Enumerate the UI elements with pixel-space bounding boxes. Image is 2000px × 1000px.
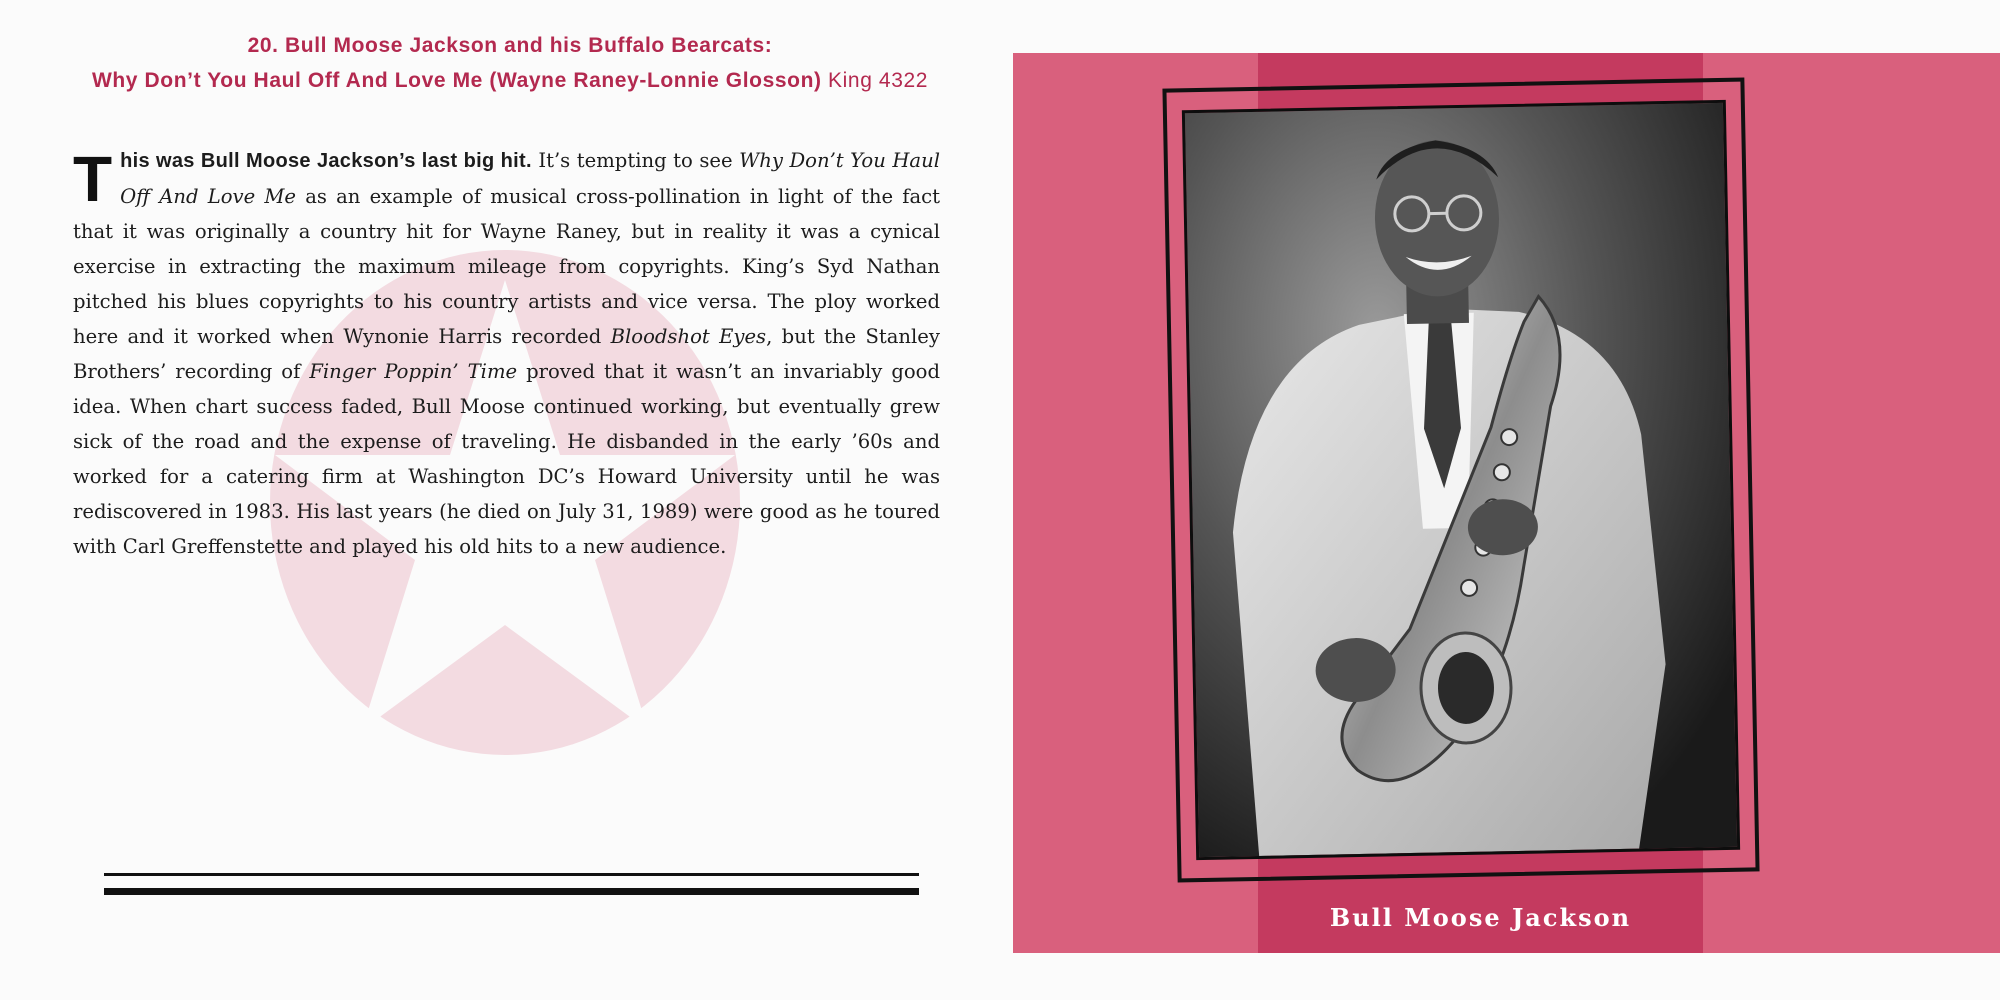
track-title: Why Don’t You Haul Off And Love Me (Wayne Raney-Lonnie Glosson) (91, 69, 822, 92)
article-text: as an example of musical cross-pollination in light of the fact that it was originally a country hit for Wayne Raney, but in reality it was a cynical exercise in extracting the maximum mileage from copyrights. King’s Syd Nathan pitched his blues copyrights to his country artists and vice versa. The ploy worked here and it worked when Wynonie Harris recorded (73, 185, 941, 348)
portrait-photo (1182, 100, 1740, 860)
song-title: Why Don’t You Haul Off And Love Me (120, 149, 941, 208)
photo-caption: Bull Moose Jackson (1329, 903, 1632, 932)
photo-frame (1162, 77, 1759, 882)
article-text: It’s tempting to see (531, 149, 740, 172)
drop-cap: T (73, 143, 113, 215)
divider-thin (104, 873, 919, 876)
article-text: proved that it wasn’t an invariably good idea. When chart success faded, Bull Moose continued working, but eventually grew sick of the road and the expense of traveling. He disbanded in the early ’60s and worked for a catering firm at Washington DC’s Howard University until he was rediscovered in 1983. His last years (he died on July 31, 1989) were good as he toured with Carl Greffenstette and played his old hits to a new audience. (73, 360, 940, 558)
track-heading: 20. Bull Moose Jackson and his Buffalo Bearcats: (247, 34, 773, 57)
divider-thick (104, 888, 919, 895)
article-lead: his was Bull Moose Jackson’s last big hit. (120, 150, 532, 172)
song-title: Bloodshot Eyes (610, 325, 767, 348)
song-title: Finger Poppin’ Time (309, 360, 518, 383)
record-label-number: King 4322 (828, 69, 929, 92)
right-page-panel (1013, 53, 2000, 953)
track-title-line (60, 69, 960, 93)
article-body (73, 143, 940, 564)
saxophonist-portrait-image (1185, 103, 1737, 857)
article-text: , but the Stanley Brothers’ recording of (73, 325, 940, 383)
